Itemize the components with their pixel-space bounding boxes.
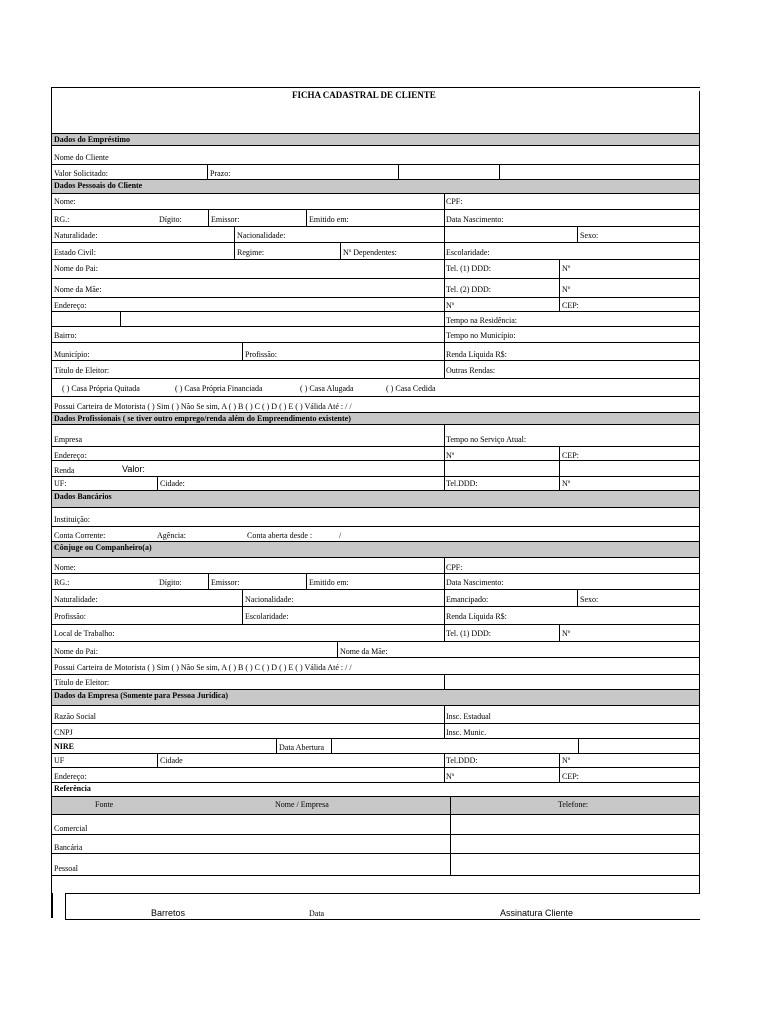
label-instituicao: Instituição: — [54, 515, 90, 524]
label-num3: Nº — [446, 301, 455, 310]
label-cep-empresa: CEP: — [562, 772, 579, 781]
label-conjuge-carteira: Possui Carteira de Motorista ( ) Sim ( ) Não Se sim, A ( ) B ( ) C ( ) D ( ) E ( ) Válida Até : / / — [54, 663, 352, 672]
label-nire: NIRE — [54, 742, 75, 751]
section-bancarios-header: Dados Bancários — [54, 492, 112, 501]
label-outras-rendas: Outras Rendas: — [446, 366, 496, 375]
section-header-bg — [52, 134, 699, 145]
label-tel-prof: Tel.DDD: — [446, 479, 478, 488]
label-conta-corrente: Conta Corrente: — [54, 531, 106, 540]
label-conjuge-tel: Tel. (1) DDD: — [446, 629, 491, 638]
label-tempo-servico: Tempo no Serviço Atual: — [446, 435, 527, 444]
label-conjuge-profissao: Profissão: — [54, 612, 86, 621]
label-tel1: Tel. (1) DDD: — [446, 264, 491, 273]
section-emprestimo-header: Dados do Empréstimo — [54, 135, 131, 144]
label-conjuge-nascimento: Data Nascimento: — [446, 578, 504, 587]
label-empresa: Empresa — [54, 435, 82, 444]
label-cpf: CPF: — [446, 197, 463, 206]
label-endereco-empresa: Endereço: — [54, 772, 87, 781]
label-conjuge-nome-pai: Nome do Pai: — [54, 647, 98, 656]
label-profissao: Profissão: — [245, 350, 277, 359]
col-telefone: Telefone: — [558, 800, 589, 809]
label-tempo-municipio: Tempo no Município: — [446, 331, 516, 340]
label-tel-empresa: Tel.DDD: — [446, 756, 478, 765]
section-header-bg — [52, 491, 699, 507]
label-conjuge-emissor: Emissor: — [211, 578, 240, 587]
label-conjuge-nacionalidade: Nacionalidade: — [245, 595, 294, 604]
label-naturalidade: Naturalidade: — [54, 231, 98, 240]
row-comercial: Comercial — [54, 824, 88, 833]
label-conjuge-nome-mae: Nome da Mãe: — [340, 647, 388, 656]
label-cidade-empresa: Cidade — [160, 756, 183, 765]
row-pessoal: Pessoal — [54, 864, 78, 873]
label-prazo: Prazo: — [210, 169, 231, 178]
label-nome: Nome: — [54, 197, 76, 206]
label-conjuge-titulo-eleitor: Título de Eleitor: — [54, 678, 110, 687]
section-referencia-header: Referência — [54, 784, 91, 793]
form-title: FICHA CADASTRAL DE CLIENTE — [292, 90, 436, 100]
label-nome-mae: Nome da Mãe: — [54, 285, 102, 294]
section-pessoais-header: Dados Pessoais do Cliente — [54, 181, 143, 190]
section-conjuge-header: Cônjuge ou Companheiro(a) — [54, 543, 152, 552]
section-empresa-header: Dados da Empresa (Somente para Pessoa Jurídica) — [54, 691, 229, 700]
label-conjuge-escolaridade: Escolaridade: — [245, 612, 289, 621]
label-num-empresa: Nº — [562, 756, 571, 765]
label-endereco: Endereço: — [54, 301, 87, 310]
col-nome-empresa: Nome / Empresa — [275, 800, 329, 809]
label-carteira-motorista: Possui Carteira de Motorista ( ) Sim ( ) Não Se sim, A ( ) B ( ) C ( ) D ( ) E ( ) Válida Até : / / — [54, 402, 352, 411]
signature-city: Barretos — [151, 908, 186, 918]
row-bancaria: Bancária — [54, 843, 83, 852]
label-dependentes: Nº Dependentes: — [343, 248, 397, 257]
option-casa-quitada[interactable]: ( ) Casa Própria Quitada — [62, 384, 140, 393]
label-cep-prof: CEP: — [562, 451, 579, 460]
label-digito: Dígito: — [159, 215, 182, 224]
label-cidade-prof: Cidade: — [160, 479, 185, 488]
label-num-prof: Nº — [446, 451, 455, 460]
label-cep: CEP: — [562, 301, 579, 310]
label-conjuge-emitido: Emitido em: — [309, 578, 349, 587]
label-cnpj: CNPJ — [54, 728, 73, 737]
label-emitido-em: Emitido em: — [309, 215, 349, 224]
label-endereco-prof: Endereço: — [54, 451, 87, 460]
label-nome-pai: Nome do Pai: — [54, 264, 98, 273]
label-bairro: Bairro: — [54, 331, 77, 340]
label-conjuge-sexo: Sexo: — [580, 595, 599, 604]
label-estado-civil: Estado Civil: — [54, 248, 96, 257]
signature-cliente-label: Assinatura Cliente — [500, 908, 574, 918]
label-conjuge-nome: Nome: — [54, 563, 76, 572]
label-agencia: Agência: — [157, 531, 186, 540]
option-casa-financiada[interactable]: ( ) Casa Própria Financiada — [175, 384, 263, 393]
label-sexo: Sexo: — [580, 231, 599, 240]
label-renda-liquida: Renda Líquida R$: — [446, 350, 507, 359]
label-num2-empresa: Nº — [446, 772, 455, 781]
label-conjuge-naturalidade: Naturalidade: — [54, 595, 98, 604]
label-conta-aberta: Conta aberta desde : — [247, 531, 313, 540]
label-conjuge-digito: Dígito: — [159, 578, 182, 587]
label-municipio: Município: — [54, 350, 90, 359]
label-data-abertura: Data Abertura — [279, 743, 325, 752]
label-num2-prof: Nº — [562, 479, 571, 488]
label-titulo-eleitor: Título de Eleitor: — [54, 366, 110, 375]
label-valor-solicitado: Valor Solicitado: — [54, 169, 108, 178]
label-nacionalidade: Nacionalidade: — [237, 231, 286, 240]
label-conjuge-rg: RG.: — [54, 578, 70, 587]
frame-right — [699, 91, 700, 894]
option-casa-cedida[interactable]: ( ) Casa Cedida — [386, 384, 436, 393]
label-insc-munic: Insc. Munic. — [446, 728, 487, 737]
label-insc-estadual: Insc. Estadual — [446, 712, 491, 721]
label-conjuge-cpf: CPF: — [446, 563, 463, 572]
section-profissionais-header: Dados Profissionais ( se tiver outro emprego/renda além do Empreendimento existente) — [54, 414, 351, 423]
label-tel2: Tel. (2) DDD: — [446, 285, 491, 294]
frame-top — [51, 87, 700, 88]
label-rg: RG.: — [54, 215, 70, 224]
label-num1: Nº — [562, 264, 571, 273]
label-regime: Regime: — [237, 248, 265, 257]
label-conjuge-local-trabalho: Local de Trabalho: — [54, 629, 115, 638]
label-nome-cliente: Nome do Cliente — [54, 153, 109, 162]
label-tempo-residencia: Tempo na Residência: — [446, 316, 517, 325]
label-razao-social: Razão Social — [54, 712, 96, 721]
label-data-nascimento: Data Nascimento: — [446, 215, 504, 224]
label-conjuge-emancipado: Emancipado: — [446, 595, 489, 604]
label-renda: Renda — [54, 466, 75, 475]
label-uf-empresa: UF — [54, 756, 65, 765]
label-conjuge-num: Nº — [562, 629, 571, 638]
label-uf-prof: UF: — [54, 479, 67, 488]
label-valor: Valor: — [122, 464, 145, 474]
signature-data-label: Data — [309, 909, 325, 918]
label-num2: Nº — [562, 285, 571, 294]
table-header-bg — [52, 797, 699, 814]
date-separator: / — [339, 531, 342, 540]
option-casa-alugada[interactable]: ( ) Casa Alugada — [300, 384, 354, 393]
label-conjuge-renda: Renda Líquida R$: — [446, 612, 507, 621]
label-escolaridade: Escolaridade: — [446, 248, 490, 257]
section-header-bg — [52, 180, 699, 193]
col-fonte: Fonte — [95, 800, 114, 809]
label-emissor: Emissor: — [211, 215, 240, 224]
